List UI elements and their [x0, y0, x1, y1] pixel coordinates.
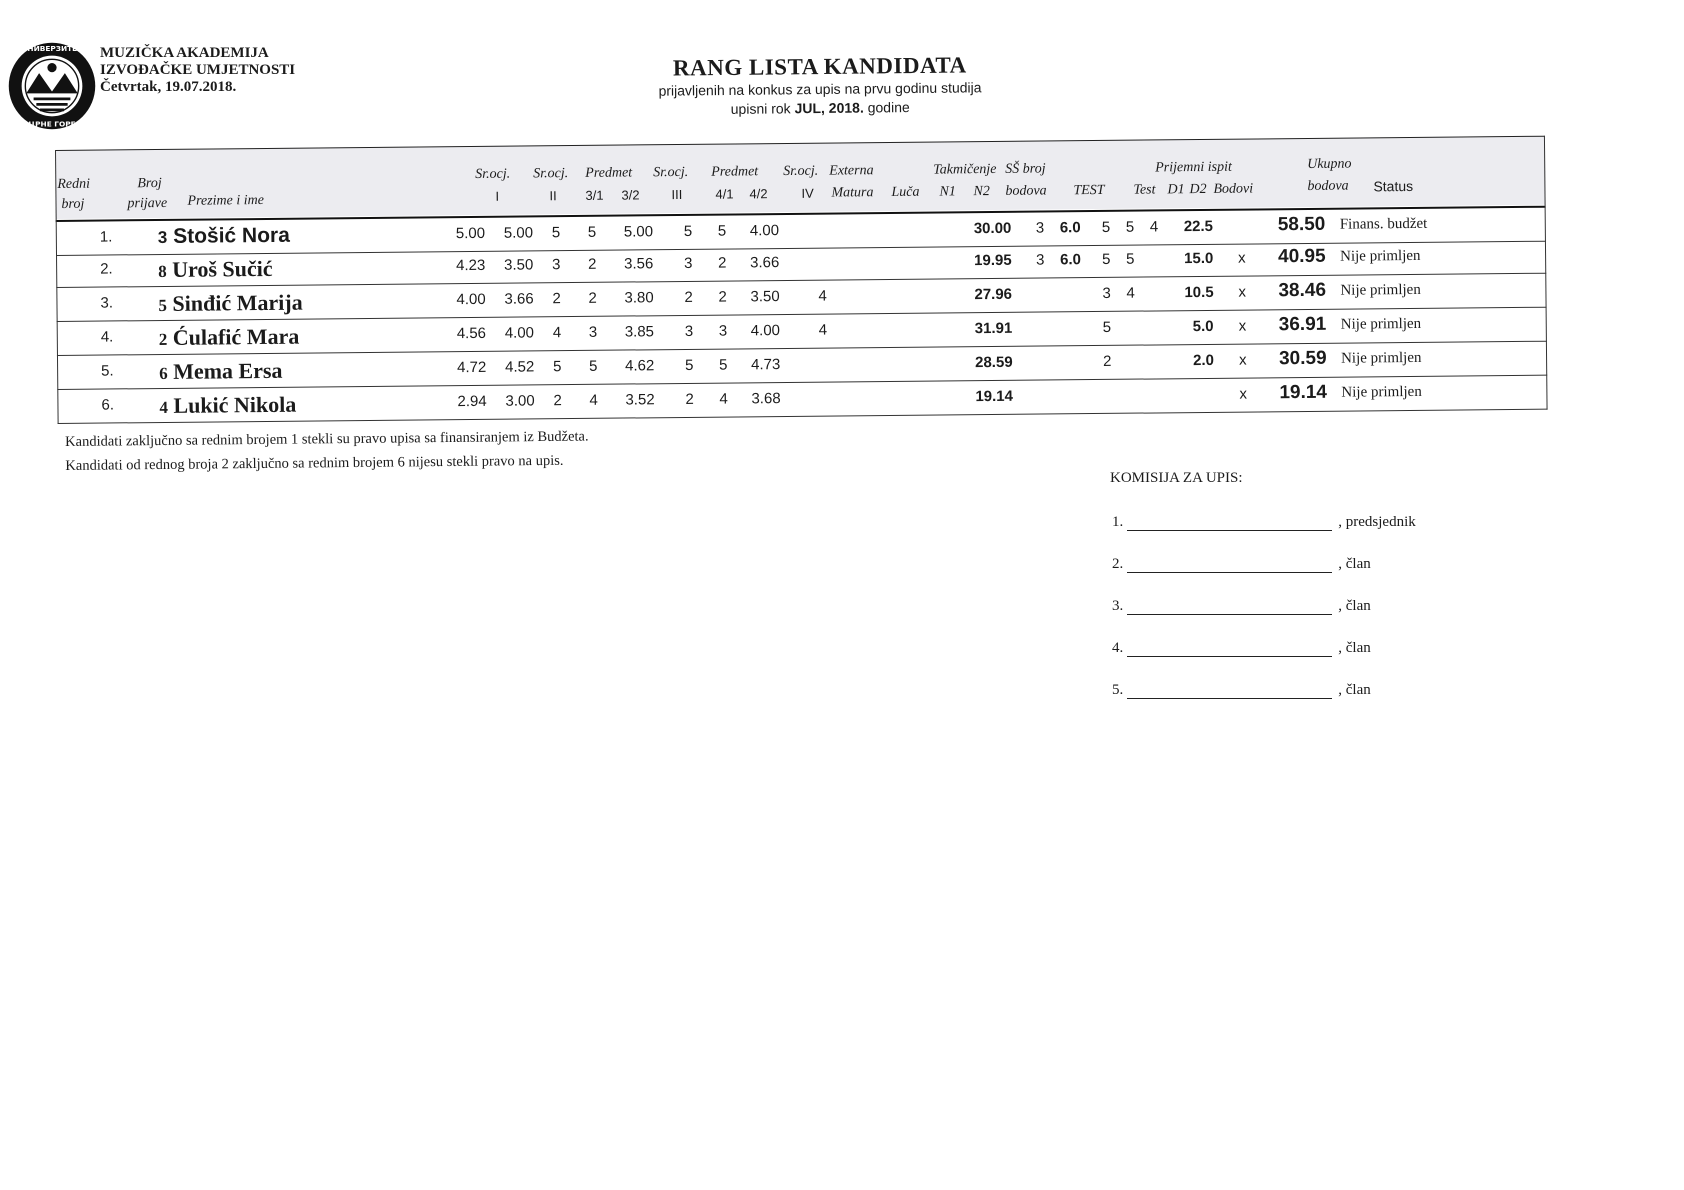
- cell-3-1: 2: [553, 392, 562, 410]
- cell-x: x: [1238, 249, 1246, 267]
- cell-ss-bodova: 19.14: [975, 387, 1014, 406]
- cell-3-2: 4: [589, 391, 598, 409]
- cell-application-no: 5: [158, 295, 168, 316]
- cell-3-2: 5: [587, 223, 597, 241]
- cell-3-1: 5: [553, 358, 562, 376]
- cell-4-2: 5: [719, 356, 728, 374]
- cell-rank: 2.: [100, 260, 113, 278]
- cell-avg-4: 3.66: [750, 254, 780, 272]
- cell-avg-4: 4.00: [749, 222, 780, 240]
- cell-test: 3: [1035, 219, 1045, 237]
- cell-avg-4: 4.00: [750, 322, 781, 340]
- cell-avg-1: 4.72: [457, 358, 487, 377]
- signature-number: 5.: [1112, 682, 1124, 698]
- cell-3-1: 5: [551, 224, 561, 242]
- cell-3-1: 2: [552, 290, 561, 308]
- cell-4-1: 5: [683, 222, 693, 240]
- signature-number: 2.: [1112, 556, 1124, 572]
- cell-prijemni-test: 5: [1102, 318, 1112, 336]
- title-block: [560, 51, 1081, 120]
- cell-bodovi: 22.5: [1183, 217, 1214, 236]
- cell-4-2: 3: [718, 322, 728, 340]
- cell-avg-2: 3.00: [505, 392, 535, 410]
- cell-avg-1: 4.23: [456, 256, 486, 275]
- cell-4-2: 2: [718, 288, 727, 306]
- candidate-name: Sinđić Marija: [172, 289, 303, 316]
- note-line-2: Kandidati od rednog broja 2 zaključno sa rednim brojem 6 nijesu stekli pravo na upis.: [65, 452, 564, 474]
- cell-application-no: 8: [158, 261, 167, 282]
- col-bodovi: Bodovi: [1213, 181, 1254, 197]
- col-test: Test: [1133, 182, 1156, 198]
- col-prijemni: Prijemni ispit: [1155, 159, 1232, 176]
- col-prijave: prijave: [127, 195, 168, 212]
- signature-field: [1127, 514, 1332, 531]
- cell-4-1: 2: [685, 390, 694, 408]
- cell-prijemni-test: 3: [1102, 284, 1111, 302]
- cell-externa: 4: [818, 287, 827, 305]
- signature-line-1: [1112, 514, 1416, 531]
- col-srocj-2: Sr.ocj.: [533, 166, 569, 182]
- subtitle-pre: upisni rok: [730, 100, 791, 117]
- cell-avg-2: 4.52: [505, 358, 535, 376]
- cell-rank: 3.: [100, 294, 114, 312]
- candidate-name: Stošić Nora: [173, 223, 290, 248]
- col-takmicenje: Takmičenje: [933, 161, 997, 178]
- cell-name: [159, 324, 300, 351]
- col-II: II: [549, 188, 557, 204]
- subtitle-post: godine: [867, 99, 910, 116]
- cell-name: [159, 358, 283, 385]
- col-broj: broj: [61, 196, 85, 212]
- cell-avg-2: 3.50: [504, 256, 534, 274]
- cell-4-2: 2: [718, 254, 727, 272]
- institution-block: [100, 45, 295, 96]
- cell-application-no: 3: [157, 227, 168, 248]
- signature-number: 4.: [1112, 640, 1124, 656]
- cell-rank: 5.: [101, 362, 114, 380]
- cell-3-2: 5: [589, 357, 598, 375]
- col-ss-bodova: bodova: [1005, 183, 1047, 199]
- cell-avg-1: 4.56: [456, 324, 487, 343]
- cell-application-no: 4: [159, 397, 169, 418]
- col-ukupno: Ukupno: [1307, 156, 1352, 172]
- candidate-name: Mema Ersa: [173, 357, 283, 384]
- col-I: I: [495, 188, 500, 204]
- col-III: III: [671, 186, 683, 203]
- cell-total: 58.50: [1277, 213, 1326, 236]
- cell-test: 3: [1036, 251, 1045, 269]
- col-4-1: 4/1: [715, 186, 734, 202]
- university-seal-icon: [6, 40, 98, 132]
- signature-role: , predsjednik: [1338, 514, 1416, 530]
- col-status: Status: [1373, 177, 1414, 195]
- cell-4-1: 3: [684, 254, 693, 272]
- col-externa: Externa: [829, 163, 874, 179]
- cell-ss-bodova: 28.59: [975, 353, 1013, 372]
- cell-avg-2: 4.00: [504, 324, 535, 342]
- cell-total: 30.59: [1278, 347, 1327, 370]
- cell-name: [159, 392, 296, 419]
- cell-status: Nije primljen: [1340, 315, 1422, 333]
- col-srocj-1: Sr.ocj.: [475, 166, 511, 182]
- cell-ss-bodova: 27.96: [974, 285, 1013, 304]
- col-redni: Redni: [57, 176, 91, 192]
- cell-test-val: 6.0: [1059, 219, 1081, 237]
- cell-avg-4: 3.50: [750, 288, 780, 306]
- cell-avg-3: 3.52: [625, 391, 655, 409]
- signature-line-2: [1112, 556, 1371, 573]
- cell-prijemni-test: 5: [1101, 218, 1111, 236]
- col-4-2: 4/2: [749, 186, 768, 202]
- cell-avg-4: 4.73: [751, 356, 781, 374]
- cell-avg-2: 3.66: [504, 290, 534, 308]
- signature-field: [1127, 598, 1332, 615]
- svg-text:ЦРНЕ ГОРЕ: ЦРНЕ ГОРЕ: [28, 119, 76, 129]
- cell-ss-bodova: 31.91: [974, 319, 1013, 338]
- col-test-caps: TEST: [1073, 182, 1105, 199]
- cell-d2: 4: [1149, 218, 1159, 236]
- institution-name: MUZIČKA AKADEMIJA: [100, 45, 269, 61]
- signature-role: , član: [1338, 598, 1371, 614]
- cell-avg-1: 5.00: [455, 224, 486, 243]
- signature-field: [1127, 640, 1332, 657]
- notes-block: [65, 425, 589, 478]
- col-predmet-3: Predmet: [585, 165, 633, 181]
- col-IV: IV: [801, 185, 814, 201]
- cell-status: Nije primljen: [1341, 383, 1422, 401]
- cell-rank: 4.: [100, 328, 114, 346]
- cell-x: x: [1238, 351, 1247, 369]
- cell-total: 19.14: [1279, 381, 1328, 404]
- page-title: RANG LISTA KANDIDATA: [672, 52, 967, 81]
- signature-number: 1.: [1112, 514, 1124, 530]
- candidate-name: Lukić Nikola: [173, 391, 297, 418]
- cell-bodovi: 15.0: [1184, 249, 1214, 268]
- cell-x: x: [1239, 385, 1247, 403]
- cell-status: Nije primljen: [1340, 247, 1421, 265]
- cell-3-2: 2: [588, 289, 597, 307]
- cell-bodovi: 2.0: [1192, 351, 1215, 370]
- signature-role: , član: [1338, 640, 1371, 656]
- cell-avg-3: 4.62: [625, 357, 655, 375]
- cell-avg-4: 3.68: [751, 390, 781, 408]
- cell-status: Nije primljen: [1340, 281, 1421, 299]
- cell-total: 38.46: [1278, 279, 1327, 302]
- col-n2: N2: [973, 184, 990, 200]
- col-broj-top: Broj: [137, 175, 162, 192]
- komisija-title: KOMISIJA ZA UPIS:: [1110, 470, 1243, 486]
- cell-bodovi: 10.5: [1184, 283, 1214, 302]
- cell-4-1: 2: [684, 288, 693, 306]
- document-date: Četvrtak, 19.07.2018.: [100, 79, 237, 95]
- cell-d1: 5: [1125, 218, 1135, 236]
- signature-role: , član: [1338, 682, 1371, 698]
- cell-4-2: 4: [719, 390, 728, 408]
- cell-externa: 4: [818, 321, 828, 339]
- cell-status: Finans. budžet: [1339, 215, 1428, 233]
- signature-field: [1127, 556, 1332, 573]
- cell-avg-3: 3.80: [624, 289, 654, 307]
- signature-line-4: [1112, 640, 1371, 657]
- cell-d1: 4: [1126, 284, 1135, 302]
- cell-name: [158, 256, 273, 283]
- col-srocj-3: Sr.ocj.: [653, 164, 689, 181]
- cell-avg-3: 3.85: [624, 323, 655, 341]
- col-ss-broj: SŠ broj: [1005, 161, 1046, 177]
- signature-line-3: [1112, 598, 1371, 615]
- cell-total: 36.91: [1278, 313, 1327, 336]
- subtitle-term: JUL, 2018.: [794, 99, 864, 117]
- document-header: [0, 0, 1684, 140]
- cell-ss-bodova: 30.00: [973, 219, 1012, 238]
- cell-x: x: [1238, 317, 1247, 335]
- col-luca: Luča: [891, 184, 920, 200]
- cell-avg-3: 3.56: [624, 255, 654, 273]
- col-prezime: Prezime i ime: [187, 192, 265, 209]
- candidate-name: Ćulafić Mara: [172, 323, 300, 350]
- signature-number: 3.: [1112, 598, 1124, 614]
- cell-total: 40.95: [1277, 245, 1326, 268]
- cell-avg-1: 2.94: [457, 392, 487, 411]
- col-3-1: 3/1: [585, 187, 604, 203]
- subtitle-line1: prijavljenih na konkus za upis na prvu godinu studija: [658, 79, 982, 99]
- cell-test-val: 6.0: [1060, 251, 1082, 269]
- institution-subname: IZVOĐAČKE UMJETNOSTI: [100, 62, 296, 78]
- note-line-1: Kandidati zaključno sa rednim brojem 1 stekli su pravo upisa sa finansiranjem iz Budžeta.: [65, 428, 589, 450]
- cell-3-2: 2: [588, 255, 597, 273]
- signature-role: , član: [1338, 556, 1371, 572]
- col-d2: D2: [1189, 181, 1207, 198]
- cell-d1: 5: [1126, 250, 1135, 268]
- col-srocj-4: Sr.ocj.: [783, 163, 819, 180]
- cell-4-1: 5: [685, 356, 694, 374]
- col-3-2: 3/2: [621, 187, 640, 203]
- cell-application-no: 2: [158, 329, 168, 350]
- cell-avg-2: 5.00: [503, 224, 534, 242]
- cell-rank: 1.: [99, 228, 113, 246]
- signature-field: [1127, 682, 1332, 699]
- cell-3-2: 3: [588, 323, 598, 341]
- cell-name: [158, 290, 302, 317]
- cell-rank: 6.: [101, 396, 115, 414]
- cell-application-no: 6: [159, 363, 168, 384]
- cell-avg-1: 4.00: [456, 290, 486, 309]
- cell-x: x: [1238, 283, 1247, 301]
- cell-3-1: 3: [552, 256, 561, 274]
- cell-prijemni-test: 5: [1102, 250, 1111, 268]
- table-header: [55, 136, 1546, 219]
- cell-4-1: 3: [684, 322, 694, 340]
- cell-4-2: 5: [717, 222, 727, 240]
- cell-ss-bodova: 19.95: [974, 251, 1012, 270]
- svg-text:УНИВЕРЗИТЕТ: УНИВЕРЗИТЕТ: [21, 44, 83, 54]
- cell-3-1: 4: [552, 324, 562, 342]
- cell-avg-3: 5.00: [623, 223, 654, 241]
- col-d1: D1: [1167, 182, 1185, 198]
- cell-status: Nije primljen: [1340, 349, 1422, 367]
- col-matura: Matura: [831, 185, 874, 201]
- cell-bodovi: 5.0: [1192, 317, 1214, 336]
- candidate-name: Uroš Sučić: [172, 255, 273, 282]
- col-uk-bodova: bodova: [1307, 178, 1349, 194]
- subtitle-line2: [560, 96, 1080, 120]
- col-predmet-4: Predmet: [711, 164, 759, 180]
- cell-prijemni-test: 2: [1102, 352, 1112, 370]
- signature-line-5: [1112, 682, 1371, 699]
- cell-name: [158, 224, 290, 249]
- col-n1: N1: [939, 184, 956, 200]
- ranking-table: [55, 136, 1548, 432]
